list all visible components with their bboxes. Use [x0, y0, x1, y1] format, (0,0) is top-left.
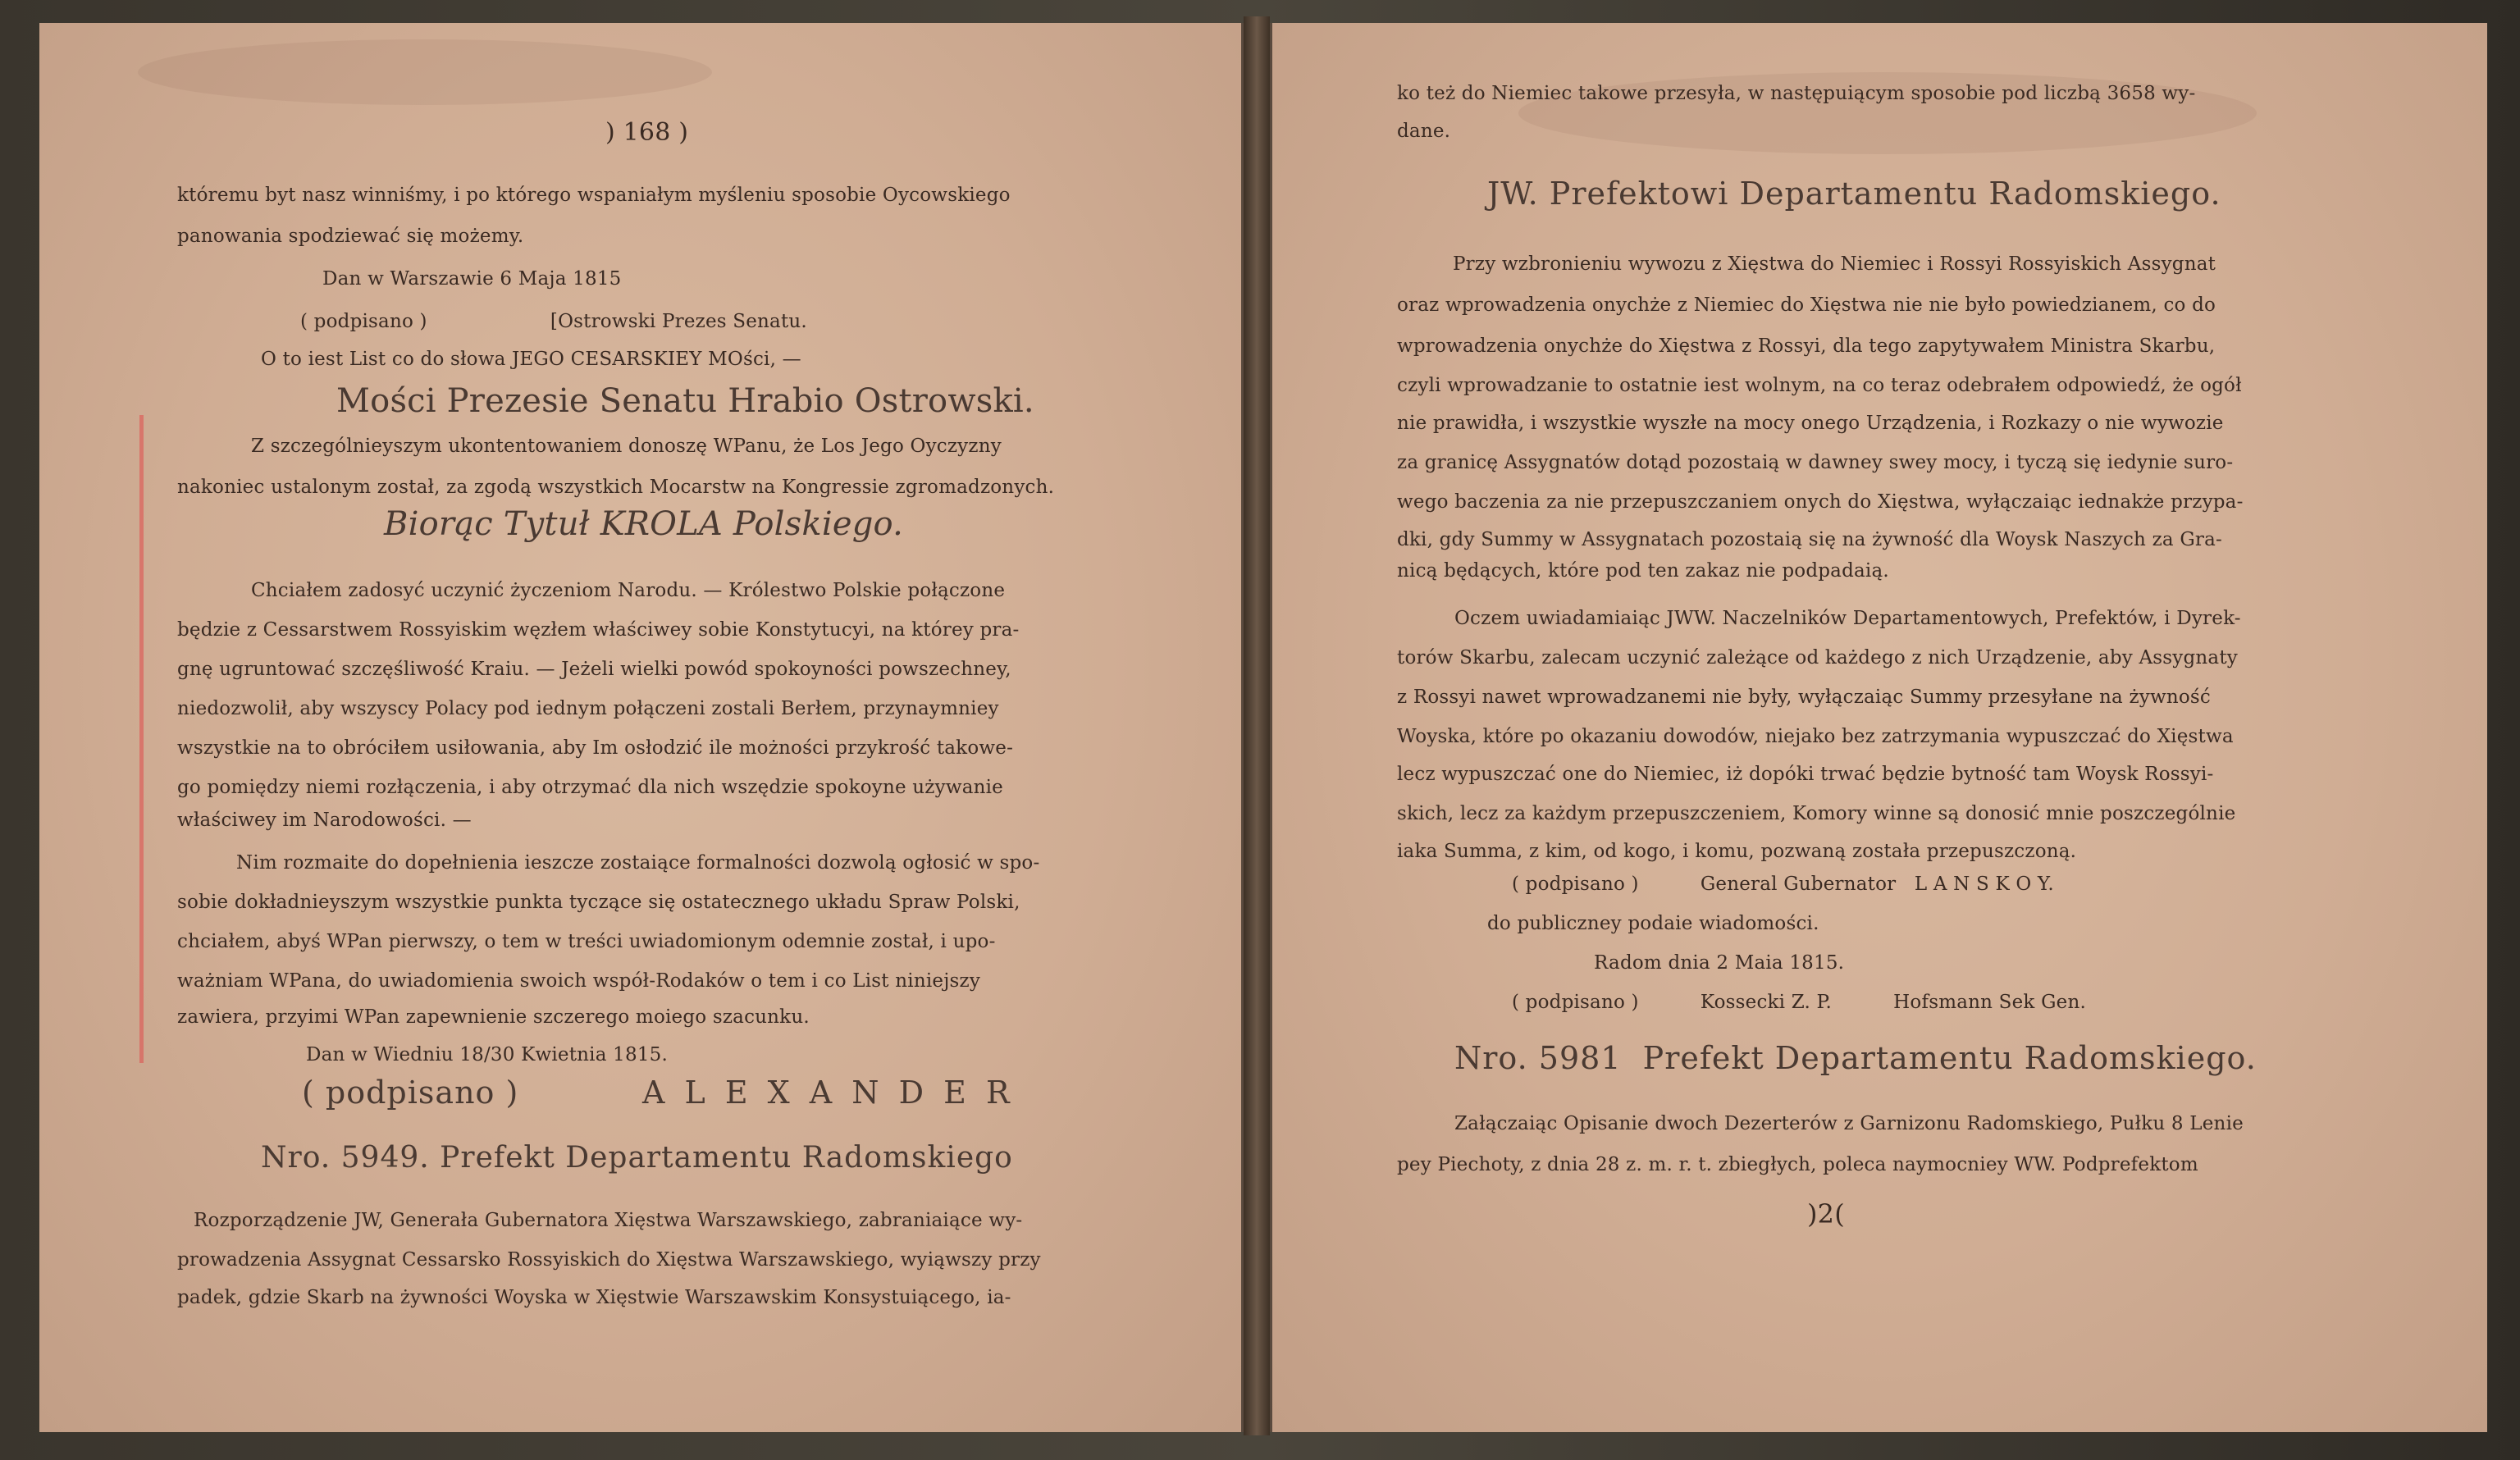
text-line: pey Piechoty, z dnia 28 z. m. r. t. zbiegłych, poleca naymocniey WW. Podprefektom	[1397, 1154, 2198, 1175]
date-line: Dan w Warszawie 6 Maja 1815	[322, 268, 622, 290]
text-line: oraz wprowadzenia onychże z Niemiec do Xięstwa nie nie było powiedzianem, co do	[1397, 294, 2216, 316]
text-line: prowadzenia Assygnat Cessarsko Rossyiskich do Xięstwa Warszawskiego, wyiąwszy przy	[177, 1249, 1041, 1271]
text-line: wego baczenia za nie przepuszczaniem onych do Xięstwa, wyłączaiąc iednakże przypa-	[1397, 491, 2244, 513]
text-line: nicą będących, które pod ten zakaz nie podpadaią.	[1397, 560, 1889, 582]
text-line: do publiczney podaie wiadomości.	[1487, 913, 1819, 934]
text-line: panowania spodziewać się możemy.	[177, 226, 524, 247]
signature-label: ( podpisano )	[302, 1074, 519, 1111]
text-line: wprowadzenia onychże do Xięstwa z Rossyi, dla tego zapytywałem Ministra Skarbu,	[1397, 335, 2216, 357]
ink-stain	[138, 39, 712, 105]
text-line: ważniam WPana, do uwiadomienia swoich współ-Rodaków o tem i co List niniejszy	[177, 970, 981, 992]
signature-line: ( podpisano ) [Ostrowski Prezes Senatu.	[300, 311, 807, 332]
text-line: chciałem, abyś WPan pierwszy, o tem w treści uwiadomionym odemnie został, i upo-	[177, 931, 996, 952]
text-line: nie prawidła, i wszystkie wyszłe na mocy onego Urządzenia, i Rozkazy o nie wywozie	[1397, 413, 2224, 434]
page-number: ) 168 )	[605, 118, 689, 147]
text-line: za granicę Assygnatów dotąd pozostaią w dawney swey mocy, i tyczą się iedynie suro-	[1397, 452, 2234, 473]
text-line: Oczem uwiadamiaiąc JWW. Naczelników Departamentowych, Prefektów, i Dyrek-	[1454, 608, 2241, 629]
signature-line: ( podpisano ) Kossecki Z. P. Hofsmann Sek Gen.	[1512, 992, 2086, 1013]
section-heading: Nro. 5949. Prefekt Departamentu Radomskiego	[261, 1141, 1013, 1175]
text-line: dki, gdy Summy w Assygnatach pozostaią się na żywność dla Woysk Naszych za Gra-	[1397, 529, 2222, 550]
book-gutter	[1244, 16, 1270, 1435]
text-line: lecz wypuszczać one do Niemiec, iż dopóki trwać będzie bytność tam Woysk Rossyi-	[1397, 764, 2214, 785]
text-line: padek, gdzie Skarb na żywności Woyska w Xięstwie Warszawskim Konsystuiącego, ia-	[177, 1287, 1011, 1308]
text-line: czyli wprowadzanie to ostatnie iest wolnym, na co teraz odebrałem odpowiedź, że ogół	[1397, 375, 2242, 396]
text-line: gnę ugruntować szczęśliwość Kraiu. — Jeżeli wielki powód spokoyności powszechney,	[177, 659, 1011, 680]
date-line: Radom dnia 2 Maia 1815.	[1594, 952, 1845, 974]
left-page	[39, 23, 1244, 1432]
text-line: właściwey im Narodowości. —	[177, 810, 472, 831]
text-line: torów Skarbu, zalecam uczynić zależące od każdego z nich Urządzenie, aby Assygnaty	[1397, 647, 2238, 668]
signature-name: A L E X A N D E R	[642, 1074, 1015, 1111]
date-line: Dan w Wiedniu 18/30 Kwietnia 1815.	[306, 1044, 669, 1065]
text-line: ko też do Niemiec takowe przesyła, w następuiącym sposobie pod liczbą 3658 wy-	[1397, 83, 2196, 104]
section-heading: JW. Prefektowi Departamentu Radomskiego.	[1487, 176, 2221, 212]
text-line: O to iest List co do słowa JEGO CESARSKIEY MOści, —	[261, 349, 801, 370]
section-heading: Nro. 5981 Prefekt Departamentu Radomskiego.	[1454, 1040, 2257, 1076]
text-line: Nim rozmaite do dopełnienia ieszcze zostaiące formalności dozwolą ogłosić w spo-	[236, 852, 1040, 874]
title-heading: Biorąc Tytuł KROLA Polskiego.	[384, 505, 904, 543]
text-line: go pomiędzy niemi rozłączenia, i aby otrzymać dla nich wszędzie spokoyne używanie	[177, 777, 1003, 798]
red-pencil-mark	[139, 415, 144, 1063]
text-line: wszystkie na to obróciłem usiłowania, aby Im osłodzić ile możności przykrość takowe-	[177, 737, 1014, 759]
text-line: Załączaiąc Opisanie dwoch Dezerterów z Garnizonu Radomskiego, Pułku 8 Lenie	[1454, 1113, 2244, 1134]
text-line: Przy wzbronieniu wywozu z Xięstwa do Niemiec i Rossyi Rossyiskich Assygnat	[1453, 253, 2216, 275]
signature-line: ( podpisano ) General Gubernator L A N S K O Y.	[1512, 874, 2054, 895]
text-line: Woyska, które po okazaniu dowodów, niejako bez zatrzymania wypuszczać do Xięstwa	[1397, 726, 2234, 747]
text-line: niedozwolił, aby wszyscy Polacy pod iednym połączeni zostali Berłem, przynaymniey	[177, 698, 999, 719]
text-line: z Rossyi nawet wprowadzanemi nie były, wyłączaiąc Summy przesyłane na żywność	[1397, 687, 2212, 708]
text-line: sobie dokładnieyszym wszystkie punkta tyczące się ostatecznego układu Spraw Polski,	[177, 892, 1020, 913]
text-line: któremu byt nasz winniśmy, i po którego wspaniałym myśleniu sposobie Oycowskiego	[177, 185, 1011, 206]
text-line: Rozporządzenie JW, Generała Gubernatora Xięstwa Warszawskiego, zabraniaiące wy-	[194, 1210, 1023, 1231]
text-line: skich, lecz za każdym przepuszczeniem, Komory winne są donosić mnie poszczególnie	[1397, 803, 2236, 824]
text-line: zawiera, przyimi WPan zapewnienie szczerego moiego szacunku.	[177, 1006, 810, 1028]
right-page	[1270, 23, 2487, 1432]
text-line: dane.	[1397, 121, 1451, 142]
text-line: Z szczególnieyszym ukontentowaniem donoszę WPanu, że Los Jego Oyczyzny	[251, 436, 1002, 457]
text-line: nakoniec ustalonym został, za zgodą wszystkich Mocarstw na Kongressie zgromadzonych.	[177, 477, 1055, 498]
salutation-heading: Mości Prezesie Senatu Hrabio Ostrowski.	[336, 382, 1034, 420]
text-line: będzie z Cessarstwem Rossyiskim węzłem właściwey sobie Konstytucyi, na którey pra-	[177, 619, 1020, 641]
text-line: iaka Summa, z kim, od kogo, i komu, pozwaną została przepuszczoną.	[1397, 841, 2077, 862]
text-line: Chciałem zadosyć uczynić życzeniom Narodu. — Królestwo Polskie połączone	[251, 580, 1006, 601]
page-signature-mark: )2(	[1807, 1198, 1845, 1230]
